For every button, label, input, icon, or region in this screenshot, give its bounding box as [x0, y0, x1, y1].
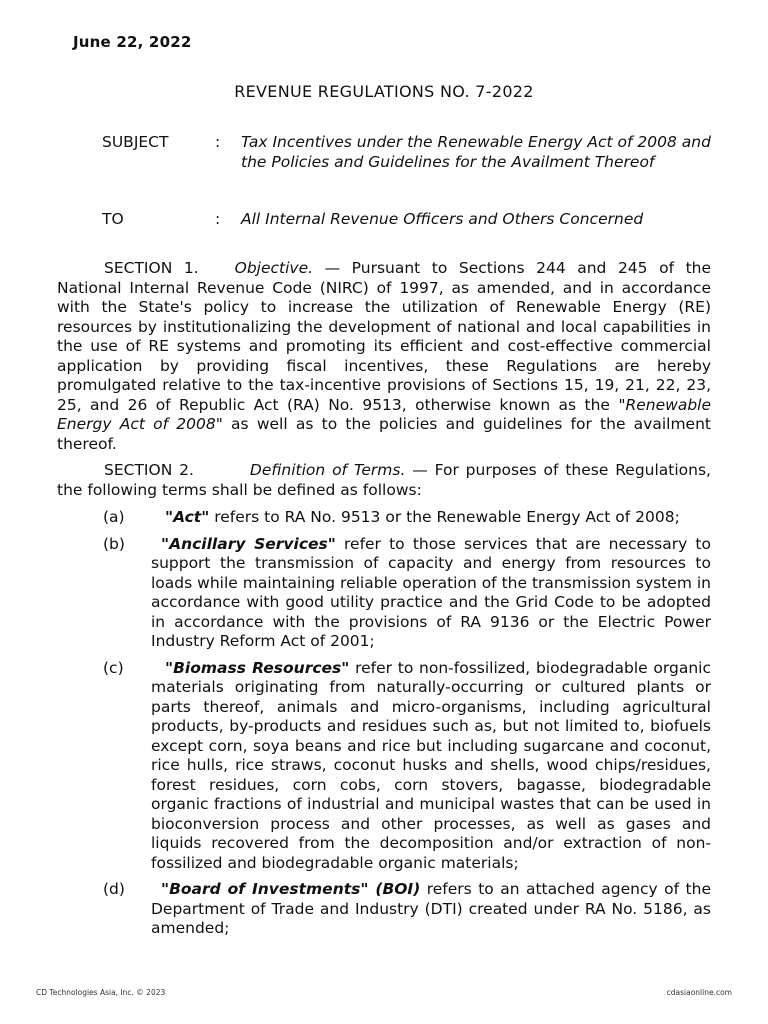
section-1	[57, 259, 711, 454]
definition-item	[57, 659, 711, 874]
footer-website: cdasiaonline.com	[666, 988, 732, 997]
section-1-text: — Pursuant to Sections 244 and 245 of the National Internal Revenue Code (NIRC) of 1997, as amended, and in accordance with the State's policy to increase the utilization of Renewable Energy (RE) resources by institutionalizing the development of national and local capabilities in the use of RE systems and promoting its efficient and cost-effective commercial application by providing fiscal incentives, these Regulations are hereby promulgated relative to the tax-incentive provisions of Sections 15, 19, 21, 22, 23, 25, and 26 of Republic Act (RA) No. 9513, otherwise known as the	[57, 259, 712, 414]
regulation-title: REVENUE REGULATIONS NO. 7-2022	[234, 82, 534, 101]
section-1-quoted-title: "Renewable Energy Act of 2008"	[57, 395, 711, 433]
definition-marker: (c)	[103, 658, 124, 677]
definition-item	[57, 535, 711, 652]
to-value: All Internal Revenue Officers and Others Concerned	[241, 210, 644, 228]
definition-term: "Biomass Resources"	[165, 658, 350, 677]
definition-text: refers to RA No. 9513 or the Renewable Energy Act of 2008;	[209, 508, 680, 526]
subject-colon: :	[215, 133, 221, 151]
section-1-label: SECTION 1.	[104, 259, 199, 277]
definition-term: "Ancillary Services"	[161, 534, 336, 553]
subject-value: Tax Incentives under the Renewable Energy Act of 2008 and the Policies and Guidelines for the Availment Thereof	[241, 133, 711, 171]
section-2-label: SECTION 2.	[104, 461, 194, 479]
definition-text: refer to those services that are necessary to support the transmission of capacity and energy from resources to loads while maintaining reliable operation of the transmission system in accordance with good utility practice and the Grid Code to be adopted in accordance with the provisions of RA 9136 or the Electric Power Industry Reform Act of 2001;	[151, 534, 711, 650]
definition-item	[57, 880, 711, 939]
footer-copyright: CD Technologies Asia, Inc. © 2023	[36, 988, 166, 997]
definition-term: "Act"	[165, 508, 210, 526]
regulation-body	[57, 259, 711, 946]
section-1-text-end: as well as to the policies and guidelines for the availment thereof.	[57, 415, 711, 453]
section-2-text: — For purposes of these Regulations, the following terms shall be defined as follows:	[57, 461, 711, 499]
section-2	[57, 461, 711, 500]
section-1-title: Objective.	[234, 259, 314, 277]
definition-text: refers to an attached agency of the Department of Trade and Industry (DTI) created under RA No. 5186, as amended;	[151, 880, 711, 937]
definition-marker: (b)	[103, 534, 125, 553]
definition-marker: (d)	[103, 880, 125, 898]
definition-term: "Board of Investments" (BOI)	[161, 880, 421, 898]
to-label: TO	[102, 210, 124, 228]
definition-item	[57, 508, 711, 528]
definitions-list	[57, 508, 711, 939]
to-colon: :	[215, 210, 221, 228]
definition-text: refer to non-fossilized, biodegradable organic materials originating from naturally-occurring or cultured plants or parts thereof, animals and micro-organisms, including agricultural products, by-products and residues such as, but not limited to, biofuels except corn, soya beans and rice but including sugarcane and coconut, rice hulls, rice straws, coconut husks and shells, wood chips/residues, forest residues, corn cobs, corn stovers, bagasse, biodegradable organic fractions of industrial and municipal wastes that can be used in bioconversion process and other processes, as well as gases and liquids recovered from the decomposition and/or extraction of non-fossilized and biodegradable organic materials;	[151, 658, 712, 872]
subject-label: SUBJECT	[102, 133, 169, 151]
definition-marker: (a)	[103, 508, 125, 526]
section-2-title: Definition of Terms.	[249, 461, 406, 479]
document-date: June 22, 2022	[73, 33, 192, 51]
